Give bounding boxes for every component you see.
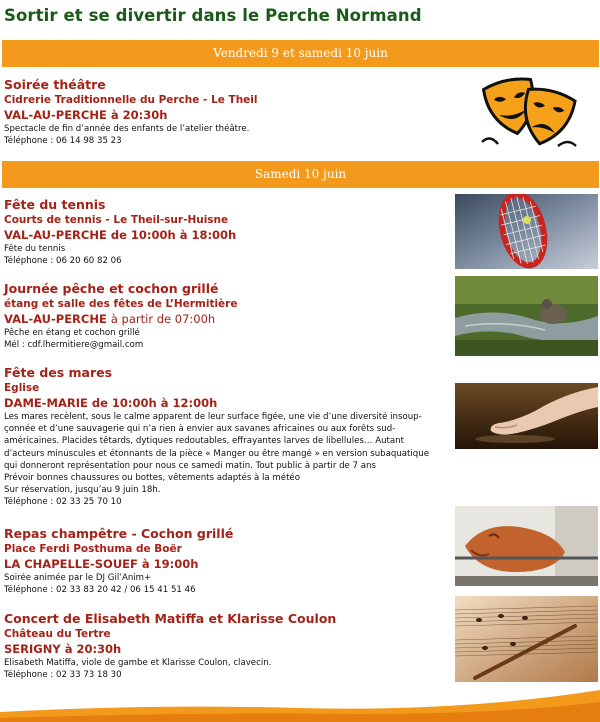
event-description: Elisabeth Matiffa, viole de gambe et Klarisse Coulon, clavecin. xyxy=(4,658,272,668)
event-description-line: Les mares recèlent, sous le calme apparent de leur surface figée, une vie d’une diversité insoup- xyxy=(4,412,422,422)
event-town-time xyxy=(4,641,336,657)
event-title: Soirée théâtre xyxy=(4,77,106,92)
event-time: de 10:00h à 18:00h xyxy=(110,228,237,242)
event-title: Concert de Elisabeth Matiffa et Klarisse Coulon xyxy=(4,611,337,626)
event-phone: Téléphone : 06 14 98 35 23 xyxy=(4,136,122,147)
event-description-line: d’acteurs minuscules et étonnants de la pièce « Manger ou être mangé » en version subaquatique xyxy=(4,448,429,459)
event-phone: Téléphone : 06 20 60 82 06 xyxy=(4,256,122,267)
event-fete-des-mares xyxy=(4,365,454,509)
event-description: Spectacle de fin d’année des enfants de l’atelier théâtre. xyxy=(4,124,250,134)
event-phone: Téléphone : 02 33 25 70 10 xyxy=(4,497,122,508)
event-time: de 10:00h à 12:00h xyxy=(91,396,218,410)
page-title: Sortir et se divertir dans le Perche Normand xyxy=(4,6,422,25)
event-venue: Cidrerie Traditionnelle du Perche - Le Theil xyxy=(4,94,258,106)
event-concert xyxy=(4,611,336,681)
date-band-friday-saturday: Vendredi 9 et samedi 10 juin xyxy=(2,40,599,67)
event-venue: Château du Tertre xyxy=(4,628,111,640)
event-title: Fête des mares xyxy=(4,365,113,380)
event-email: Mél : cdf.lhermitiere@gmail.com xyxy=(4,340,144,351)
event-description-line: Prévoir bonnes chaussures ou bottes, vêtements adaptés à la météo xyxy=(4,473,300,484)
event-time: à 19:00h xyxy=(141,557,199,571)
date-band-saturday: Samedi 10 juin xyxy=(2,161,599,188)
event-town: SERIGNY xyxy=(4,642,61,656)
sheet-music-photo xyxy=(455,596,598,682)
event-town: VAL-AU-PERCHE xyxy=(4,108,107,122)
event-venue: Place Ferdi Posthuma de Boër xyxy=(4,543,182,555)
roast-pig-photo xyxy=(455,506,598,586)
event-town: VAL-AU-PERCHE xyxy=(4,228,107,242)
footer-decoration xyxy=(0,682,600,722)
event-town-time xyxy=(4,107,258,123)
event-soiree-theatre xyxy=(4,77,258,147)
fishing-photo xyxy=(455,276,598,356)
event-phone: Téléphone : 02 33 83 20 42 / 06 15 41 51 46 xyxy=(4,585,196,596)
event-description: Soirée animée par le DJ Gil’Anim+ xyxy=(4,573,152,583)
tennis-racket-photo xyxy=(455,194,598,269)
event-venue: Courts de tennis - Le Theil-sur-Huisne xyxy=(4,214,229,226)
event-description: Pêche en étang et cochon grillé xyxy=(4,328,140,338)
event-venue: Eglise xyxy=(4,382,40,394)
event-description: Fête du tennis xyxy=(4,244,66,254)
event-town-time xyxy=(4,227,236,243)
theatre-masks-icon xyxy=(478,72,578,152)
event-title: Journée pêche et cochon grillé xyxy=(4,281,219,296)
event-town-time xyxy=(4,311,237,327)
event-time: à 20:30h xyxy=(64,642,122,656)
event-journee-peche xyxy=(4,281,237,351)
event-description-line: çonnée et d’une sauvagerie qui n’a rien à envier aux savanes africaines ou aux forêts sud- xyxy=(4,424,396,435)
event-town-time xyxy=(4,395,454,411)
event-description-line: Sur réservation, jusqu’au 9 juin 18h. xyxy=(4,485,161,496)
event-description-line: qui donneront représentation pour nous ce samedi matin. Tout public à partir de 7 ans xyxy=(4,460,376,471)
pond-hand-photo xyxy=(455,383,598,449)
event-phone: Téléphone : 02 33 73 18 30 xyxy=(4,670,122,681)
event-venue: étang et salle des fêtes de L’Hermitière xyxy=(4,298,238,310)
event-time: à 20:30h xyxy=(110,108,168,122)
event-time: à partir de 07:00h xyxy=(110,312,216,326)
event-town: DAME-MARIE xyxy=(4,396,88,410)
event-description-line: américaines. Placides têtards, dytiques redoutables, effrayantes larves de libellules… Autant xyxy=(4,436,404,447)
event-repas-champetre xyxy=(4,526,233,596)
event-town-time xyxy=(4,556,233,572)
event-town: VAL-AU-PERCHE xyxy=(4,312,107,326)
event-town: LA CHAPELLE-SOUEF xyxy=(4,557,138,571)
event-title: Fête du tennis xyxy=(4,197,106,212)
event-fete-du-tennis xyxy=(4,197,236,267)
event-title: Repas champêtre - Cochon grillé xyxy=(4,526,234,541)
